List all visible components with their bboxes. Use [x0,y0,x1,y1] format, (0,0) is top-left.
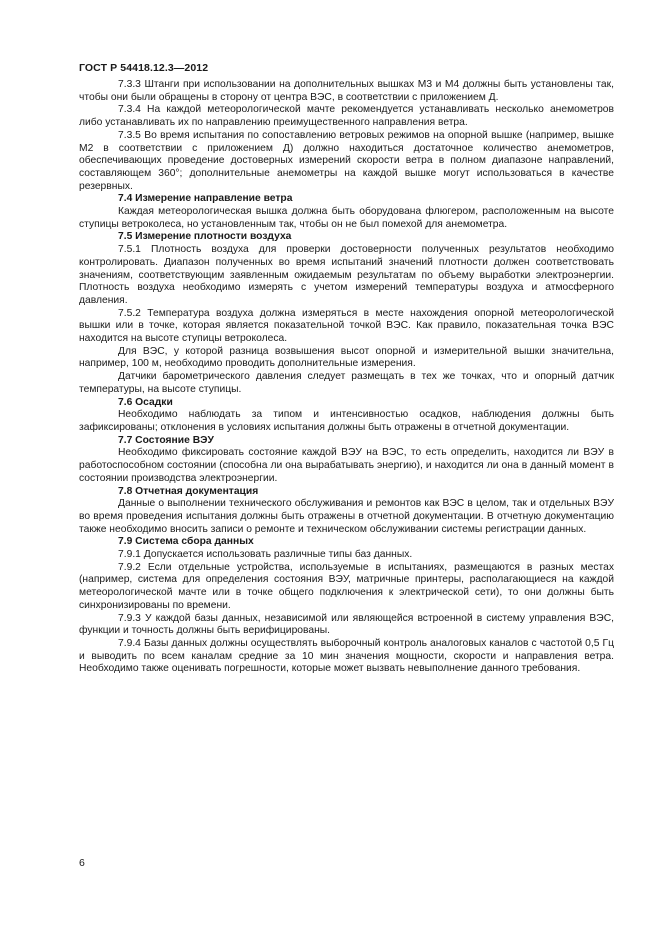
body-paragraph: Необходимо фиксировать состояние каждой ВЭУ на ВЭС, то есть определить, находится ли ВЭУ в работоспособном состоянии (способна ли она вырабатывать энергию), и находится ли она в данный момент в состоянии производства электроэнергии. [79,447,614,484]
document-header: ГОСТ Р 54418.12.3—2012 [79,62,209,74]
document-body [79,79,614,676]
section-heading: 7.5 Измерение плотности воздуха [118,231,292,243]
page-number: 6 [79,857,85,869]
body-paragraph: Для ВЭС, у которой разница возвышения высот опорной и измерительной вышки значительна, например, 100 м, необходимо проводить дополнительные измерения. [79,345,614,370]
body-paragraph: 7.3.4 На каждой метеорологической мачте рекомендуется устанавливать несколько анемометров либо устанавливать их по направлению преимущественного направления ветра. [79,104,614,129]
section-heading: 7.4 Измерение направление ветра [118,193,293,205]
body-paragraph: Данные о выполнении технического обслуживания и ремонтов как ВЭС в целом, так и отдельных ВЭУ во время проведения испытания должны быть отражены в отчетной документации. В отчетную документацию также необходимо вносить записи о ремонте и техническом обслуживании системы регистрации данных. [79,498,614,535]
body-paragraph: Необходимо наблюдать за типом и интенсивностью осадков, наблюдения должны быть зафиксированы; отклонения в условиях испытания должны быть отражены в отчетной документации. [79,409,614,433]
body-paragraph: 7.9.4 Базы данных должны осуществлять выборочный контроль аналоговых каналов с частотой 0,5 Гц и выводить по всем каналам средние за 10 мин значения мощности, скорости и направления ветра. Необходимо также оценивать погрешности, которые может вызвать невыполнение данного требования. [79,637,614,675]
section-heading: 7.6 Осадки [118,396,173,408]
body-paragraph: 7.9.1 Допускается использовать различные типы баз данных. [118,549,413,561]
section-heading: 7.7 Состояние ВЭУ [118,434,214,446]
body-paragraph: Датчики барометрического давления следует размещать в тех же точках, что и опорный датчик температуры, на высоте ступицы. [79,371,614,395]
body-paragraph: 7.5.2 Температура воздуха должна измеряться в месте нахождения опорной метеорологической вышки или в точке, которая является показательной точкой ВЭС. Как правило, показательная точка ВЭС находится на высоте ступицы ветроколеса. [79,307,614,345]
body-paragraph: 7.3.3 Штанги при использовании на дополнительных вышках М3 и М4 должны быть установлены так, чтобы они были обращены в сторону от центра ВЭС, в соответствии с приложением Д. [79,79,614,103]
body-paragraph: Каждая метеорологическая вышка должна быть оборудована флюгером, расположенным на высоте ступицы ветроколеса, но установленным так, чтобы он не был помехой для анемометра. [79,206,614,230]
section-heading: 7.9 Система сбора данных [118,536,254,548]
body-paragraph: 7.5.1 Плотность воздуха для проверки достоверности полученных результатов необходимо контролировать. Диапазон полученных во время испытаний значений плотности должен соответствовать значениям, соответствующим заявленным ожидаемым результатам по объему выработки электроэнергии. Плотность воздуха необходимо измерять с учетом измерений температуры воздуха и атмосферного давления. [79,244,614,306]
body-paragraph: 7.9.2 Если отдельные устройства, используемые в испытаниях, размещаются в разных местах (например, система для определения состояния ВЭУ, матричные принтеры, располагающиеся на каждой метеорологической мачте или в точке общего подключения к электрической сети), то они должны быть синхронизированы по времени. [79,561,614,611]
section-heading: 7.8 Отчетная документация [118,485,259,497]
body-paragraph: 7.3.5 Во время испытания по сопоставлению ветровых режимов на опорной вышке (например, вышке М2 в соответствии с приложением Д) должно находиться достаточное количество анемометров, обеспечивающих проведение достоверных измерений скорости ветра в полном диапазоне направлений, составляющем 360°; дополнительные анемометры на каждой вышке могут использоваться в качестве резервных. [79,129,614,192]
body-paragraph: 7.9.3 У каждой базы данных, независимой или являющейся встроенной в систему управления ВЭС, функции и точность должны быть верифицированы. [79,612,614,637]
